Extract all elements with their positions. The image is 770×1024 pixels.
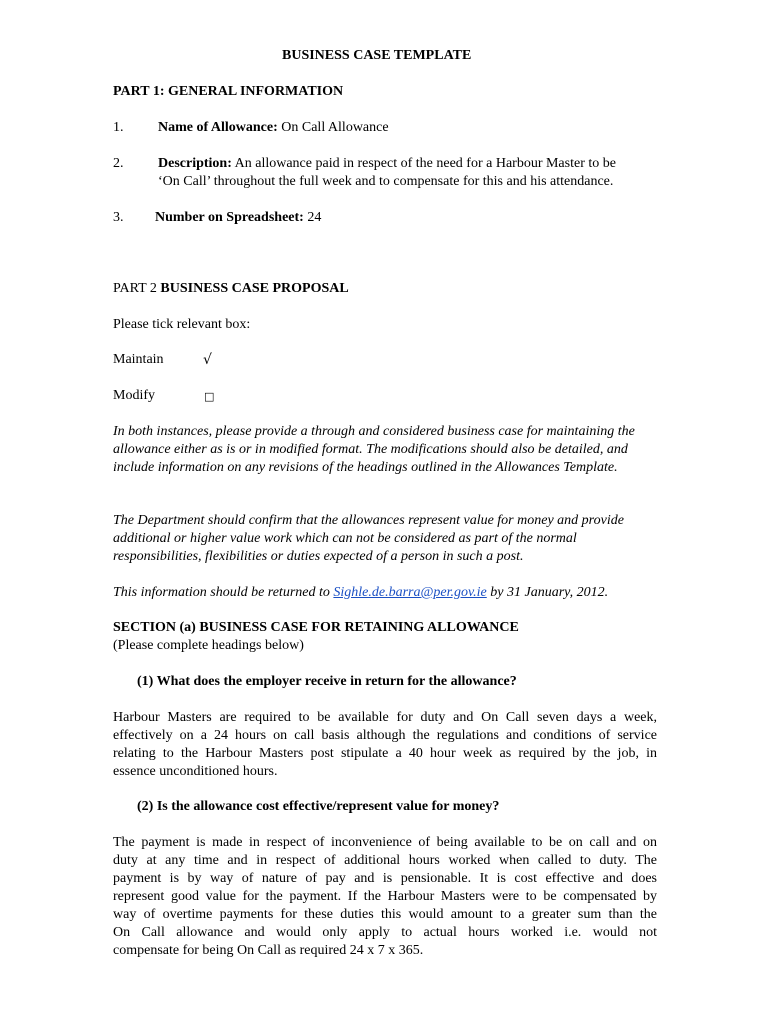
part2-heading-prefix: PART 2 — [113, 281, 161, 296]
answer-2-line: duty at any time and in respect of additional hours worked when called to duty. The — [113, 853, 657, 868]
answer-2-line: payment is by way of nature of pay and is pensionable. It is cost effective and does — [113, 871, 657, 886]
part2-heading-bold: BUSINESS CASE PROPOSAL — [160, 281, 349, 296]
instructions-paragraph-2: The Department should confirm that the allowances represent value for money and provide additional or higher value work which can not be considered as part of the normal responsibilities, flexibilities or duties expected of a person in such a post. — [113, 513, 624, 564]
item-1-number: 1. — [113, 120, 124, 135]
tick-prompt: Please tick relevant box: — [113, 317, 251, 332]
item-2-number: 2. — [113, 156, 124, 171]
maintain-tick-icon[interactable]: √ — [203, 352, 212, 368]
item-3-value: 24 — [303, 210, 322, 225]
item-1-line — [158, 119, 389, 137]
section-a-heading: SECTION (a) BUSINESS CASE FOR RETAINING ALLOWANCE — [113, 620, 519, 635]
answer-1-line: relating to the Harbour Masters post stipulate a 40 hour week as required by the job, in — [113, 746, 657, 761]
answer-1-line: effectively on a 24 hours on call basis although the regulations and conditions of service — [113, 728, 657, 743]
answer-1-last-line: essence unconditioned hours. — [113, 764, 278, 779]
part2-heading — [113, 280, 349, 298]
item-3-line — [155, 209, 321, 227]
part1-heading: PART 1: GENERAL INFORMATION — [113, 84, 344, 99]
return-instruction — [113, 584, 608, 602]
question-2: (2) Is the allowance cost effective/represent value for money? — [137, 799, 500, 814]
modify-checkbox-icon[interactable]: □ — [204, 390, 215, 403]
answer-2-line: way of overtime payments for these duties this would amount to a greater sum than the — [113, 907, 657, 922]
item-2-line-1 — [158, 155, 616, 173]
item-1-label: Name of Allowance: — [158, 120, 278, 135]
answer-1 — [113, 709, 657, 781]
return-prefix: This information should be returned to — [113, 585, 334, 600]
answer-2-line: represent good value for the payment. If the Harbour Masters were to be compensated by — [113, 889, 657, 904]
answer-1-line: Harbour Masters are required to be available for duty and On Call seven days a week, — [113, 710, 657, 725]
item-1-value: On Call Allowance — [277, 120, 389, 135]
return-email-link[interactable]: Sighle.de.barra@per.gov.ie — [333, 585, 487, 600]
item-2-label: Description: — [158, 156, 232, 171]
item-3-label: Number on Spreadsheet: — [155, 210, 304, 225]
instructions-paragraph-1: In both instances, please provide a through and considered business case for maintaining the allowance either as is or in modified format. The modifications should also be detailed, and include information on any revisions of the headings outlined in the Allowances Template. — [113, 424, 635, 475]
answer-2 — [113, 834, 657, 960]
option-maintain-label: Maintain — [113, 352, 164, 367]
return-suffix: by 31 January, 2012. — [486, 585, 609, 600]
answer-2-last-line: compensate for being On Call as required 24 x 7 x 365. — [113, 943, 424, 958]
answer-2-line: The payment is made in respect of inconvenience of being available to be on call and on — [113, 835, 657, 850]
answer-2-line: On Call allowance and would only apply to actual hours worked i.e. would not — [113, 925, 657, 940]
item-3-number: 3. — [113, 210, 124, 225]
question-1: (1) What does the employer receive in return for the allowance? — [137, 674, 517, 689]
item-2-value-1: An allowance paid in respect of the need for a Harbour Master to be — [231, 156, 616, 171]
option-modify-label: Modify — [113, 388, 155, 403]
document-title: BUSINESS CASE TEMPLATE — [282, 48, 472, 63]
section-a-subheading: (Please complete headings below) — [113, 638, 304, 653]
item-2-value-2: ‘On Call’ throughout the full week and to compensate for this and his attendance. — [158, 174, 614, 189]
